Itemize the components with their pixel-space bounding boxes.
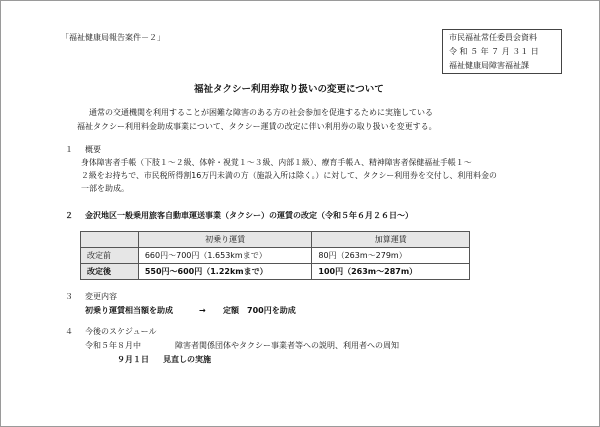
table-header-row	[81, 232, 470, 248]
committee-stamp	[442, 29, 562, 74]
change-after: 定額 700円を助成	[223, 306, 296, 315]
stamp-department: 福祉健康局障害福祉課	[449, 61, 529, 70]
section-2-heading: 金沢地区一般乗用旅客自動車運送事業（タクシー）の運賃の改定（令和５年６月２６日～）	[85, 211, 413, 220]
schedule-text-1: 障害者関係団体やタクシー事業者等への説明、利用者への周知	[175, 341, 399, 350]
section-2-number: ２	[65, 211, 73, 220]
section-1-heading: 概要	[85, 145, 101, 154]
section-1-line-2: ２級をお持ちで、市民税所得割16万円未満の方（施設入所は除く。）に対して、タクシー利用券を交付し、利用料金の	[81, 171, 497, 180]
section-3-heading: 変更内容	[85, 292, 117, 301]
table-cell: 改定前	[81, 248, 139, 264]
stamp-date: 令 和 ５ 年 ７ 月 ３１ 日	[449, 47, 539, 56]
table-cell: 660円～700円（1.653kmまで）	[138, 248, 312, 264]
schedule-date-1: 令和５年８月中	[85, 341, 141, 350]
table-cell: 改定後	[81, 264, 139, 280]
stamp-committee: 市民福祉常任委員会資料	[449, 33, 537, 42]
fare-table	[80, 231, 470, 280]
table-cell: 100円（263m～287m）	[312, 264, 470, 280]
section-4-number: ４	[65, 327, 73, 336]
table-row	[81, 248, 470, 264]
section-1-line-1: 身体障害者手帳（下肢１～２級、体幹・視覚１～３級、内部１級）、療育手帳Ａ、精神障害者保健福祉手帳１～	[81, 158, 472, 167]
change-arrow: →	[199, 306, 206, 315]
section-3-number: ３	[65, 292, 73, 301]
section-1-number: １	[65, 145, 73, 154]
schedule-text-2: 見直しの実施	[163, 355, 211, 364]
table-header-cell: 加算運賃	[312, 232, 470, 248]
table-header-cell	[81, 232, 139, 248]
table-row	[81, 264, 470, 280]
table-header-cell: 初乗り運賃	[138, 232, 312, 248]
report-case-label: 「福祉健康局報告案件－２」	[61, 33, 165, 42]
section-4-heading: 今後のスケジュール	[85, 327, 157, 336]
document-title: 福祉タクシー利用券取り扱いの変更について	[194, 84, 384, 95]
change-before: 初乗り運賃相当額を助成	[85, 306, 173, 315]
schedule-date-2: ９月１日	[117, 355, 149, 364]
intro-line-1: 通常の交通機関を利用することが困難な障害のある方の社会参加を促進するために実施している	[89, 108, 433, 117]
intro-line-2: 福祉タクシー利用料金助成事業について、タクシー運賃の改定に伴い利用券の取り扱いを変更する。	[77, 122, 437, 131]
table-cell: 80円（263m～279m）	[312, 248, 470, 264]
table-cell: 550円～600円（1.22kmまで）	[138, 264, 312, 280]
section-1-line-3: 一部を助成。	[81, 184, 129, 193]
